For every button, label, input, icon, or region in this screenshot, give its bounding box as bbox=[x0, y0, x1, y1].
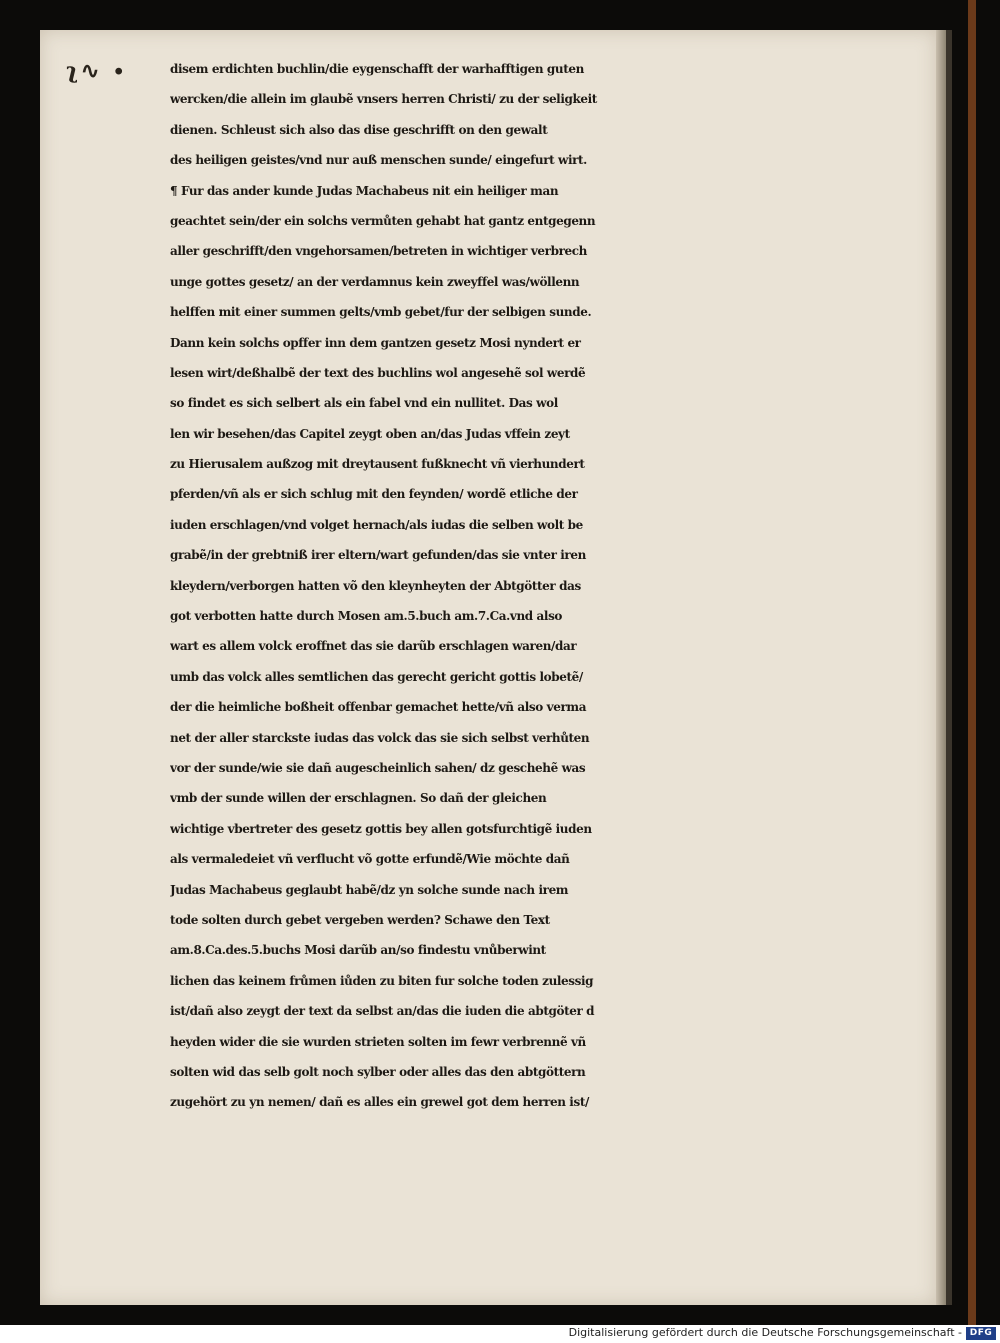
text-line: umb das volck alles semtlichen das gerecht gericht gottis lobetẽ/ bbox=[170, 669, 583, 684]
text-line: solten wid das selb golt noch sylber oder alles das den abtgöttern bbox=[170, 1064, 586, 1079]
text-line: grabẽ/in der grebtniß irer eltern/wart gefunden/das sie vnter iren bbox=[170, 548, 586, 563]
text-line: Judas Machabeus geglaubt habẽ/dz yn solche sunde nach irem bbox=[170, 882, 569, 897]
text-line: als vermaledeiet vñ verflucht võ gotte erfundẽ/Wie möchte dañ bbox=[170, 852, 570, 867]
footer bbox=[0, 1325, 1000, 1343]
text-line: ¶ Fur das ander kunde Judas Machabeus nit ein heiliger man bbox=[170, 183, 559, 198]
text-line: lesen wirt/deßhalbẽ der text des buchlins wol angesehẽ sol werdẽ bbox=[170, 365, 586, 380]
text-line: dienen. Schleust sich also das dise geschrifft on den gewalt bbox=[170, 122, 548, 137]
text-line: pferden/vñ als er sich schlug mit den feynden/ wordẽ etliche der bbox=[170, 487, 578, 502]
dfg-logo: DFG bbox=[966, 1327, 996, 1340]
text-line: am.8.Ca.des.5.buchs Mosi darũb an/so findestu vnůberwint bbox=[170, 943, 546, 958]
text-line: tode solten durch gebet vergeben werden? Schawe den Text bbox=[170, 912, 550, 927]
page-edge-shadow bbox=[946, 30, 952, 1305]
text-line: wercken/die allein im glaubẽ vnsers herren Christi/ zu der seligkeit bbox=[170, 92, 597, 107]
page-edge bbox=[936, 30, 946, 1305]
text-line: unge gottes gesetz/ an der verdamnus kein zweyffel was/wöllenn bbox=[170, 274, 580, 289]
text-line: vor der sunde/wie sie dañ augescheinlich sahen/ dz geschehẽ was bbox=[170, 760, 586, 775]
text-line: zugehört zu yn nemen/ dañ es alles ein grewel got dem herren ist/ bbox=[170, 1095, 589, 1110]
text-line: lichen das keinem frůmen iůden zu biten fur solche toden zulessig bbox=[170, 973, 594, 988]
text-line: iuden erschlagen/vnd volget hernach/als iudas die selben wolt be bbox=[170, 517, 583, 532]
text-line: vmb der sunde willen der erschlagnen. So dañ der gleichen bbox=[170, 791, 547, 806]
text-line: zu Hierusalem außzog mit dreytausent fußknecht vñ vierhundert bbox=[170, 457, 585, 472]
binding-strip bbox=[968, 0, 976, 1325]
text-line: kleydern/verborgen hatten võ den kleynheyten der Abtgötter das bbox=[170, 578, 581, 593]
margin-mark: ʅ∿ ∙ bbox=[66, 58, 128, 84]
text-line: len wir besehen/das Capitel zeygt oben an/das Judas vffein zeyt bbox=[170, 426, 570, 441]
text-line: ist/dañ also zeygt der text da selbst an/das die iuden die abtgöter d bbox=[170, 1004, 595, 1019]
page-text bbox=[170, 54, 922, 1118]
text-line: Dann kein solchs opffer inn dem gantzen gesetz Mosi nyndert er bbox=[170, 335, 581, 350]
text-line: der die heimliche boßheit offenbar gemachet hette/vñ also verma bbox=[170, 700, 587, 715]
text-line: helffen mit einer summen gelts/vmb gebet/fur der selbigen sunde. bbox=[170, 305, 592, 320]
text-line: wichtige vbertreter des gesetz gottis bey allen gotsfurchtigẽ iuden bbox=[170, 821, 592, 836]
funding-credit: Digitalisierung gefördert durch die Deutsche Forschungsgemeinschaft - bbox=[568, 1326, 962, 1339]
text-line: got verbotten hatte durch Mosen am.5.buch am.7.Ca.vnd also bbox=[170, 609, 563, 624]
text-line: disem erdichten buchlin/die eygenschafft der warhafftigen guten bbox=[170, 62, 584, 76]
text-line: so findet es sich selbert als ein fabel vnd ein nullitet. Das wol bbox=[170, 396, 558, 411]
text-line: aller geschrifft/den vngehorsamen/betreten in wichtiger verbrech bbox=[170, 244, 587, 259]
text-line: net der aller starckste iudas das volck das sie sich selbst verhůten bbox=[170, 730, 590, 745]
text-line: heyden wider die sie wurden strieten solten im fewr verbrennẽ vñ bbox=[170, 1034, 586, 1049]
text-line: des heiligen geistes/vnd nur auß menschen sunde/ eingefurt wirt. bbox=[170, 153, 587, 168]
text-line: geachtet sein/der ein solchs vermůten gehabt hat gantz entgegenn bbox=[170, 213, 596, 228]
text-line: wart es allem volck eroffnet das sie darũb erschlagen waren/dar bbox=[170, 639, 577, 654]
